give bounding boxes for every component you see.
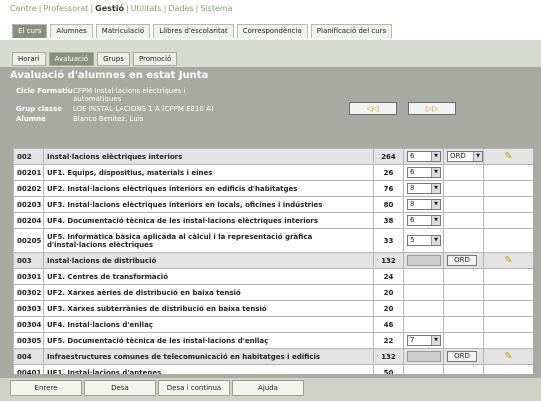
edit-cell <box>484 149 534 165</box>
cicle-label: Cicle Formatiu <box>16 87 73 95</box>
module-name: UF4. Documentació tècnica de les instal·lacions elèctriques interiors <box>44 213 374 229</box>
module-name: UF4. Instal·lacions d'enllaç <box>44 317 374 333</box>
grade-cell <box>404 229 444 253</box>
edit-cell <box>484 197 534 213</box>
grade-cell <box>404 269 444 285</box>
module-code: 00303 <box>14 301 44 317</box>
module-name: Infraestructures comunes de telecomunicació en habitatges i edificis <box>44 349 374 365</box>
module-code: 00305 <box>14 333 44 349</box>
edit-cell <box>484 365 534 375</box>
nav-link[interactable]: Sistema <box>200 4 233 13</box>
cicle-value: CFPM Instal·lacions elèctriques i automàtiques <box>73 87 186 103</box>
pencil-icon[interactable]: ✎ <box>504 151 513 162</box>
grade-value: 6 <box>410 216 415 224</box>
module-hours: 24 <box>374 269 404 285</box>
chevron-down-icon: ▼ <box>431 216 440 225</box>
grade-select[interactable] <box>407 167 441 178</box>
grade-select[interactable] <box>407 183 441 194</box>
subtab-1[interactable]: Avaluació <box>49 52 95 66</box>
module-hours: 132 <box>374 349 404 365</box>
edit-cell <box>484 349 534 365</box>
footer-button-3[interactable]: Ajuda <box>232 380 304 396</box>
ord-cell <box>444 269 484 285</box>
ord-cell <box>444 349 484 365</box>
grade-cell <box>404 333 444 349</box>
subtab-3[interactable]: Promoció <box>133 52 177 66</box>
module-code: 00203 <box>14 197 44 213</box>
grades-table <box>13 148 533 374</box>
ord-button[interactable]: ORD <box>447 255 477 266</box>
ord-cell <box>444 165 484 181</box>
grade-select[interactable] <box>407 215 441 226</box>
nav-link[interactable]: Utilitats <box>130 4 162 13</box>
evaluation-panel <box>0 67 541 401</box>
module-hours: 20 <box>374 285 404 301</box>
chevron-down-icon: ▼ <box>431 184 440 193</box>
grade-cell <box>404 165 444 181</box>
alumne-row <box>16 115 293 123</box>
grade-value: 8 <box>410 184 415 192</box>
module-code: 00302 <box>14 285 44 301</box>
double-chevron-right-icon: ▷▷ <box>425 104 439 113</box>
chevron-down-icon: ▼ <box>431 152 440 161</box>
edit-cell <box>484 317 534 333</box>
ord-cell <box>444 365 484 375</box>
table-row <box>14 285 534 301</box>
table-row <box>14 165 534 181</box>
footer-button-2[interactable]: Desa i continua <box>158 380 230 396</box>
module-code: 00202 <box>14 181 44 197</box>
ord-button[interactable]: ORD <box>447 351 477 362</box>
nav-link[interactable]: Professorat <box>43 4 89 13</box>
subtab-0[interactable]: Horari <box>12 52 46 66</box>
module-code: 00204 <box>14 213 44 229</box>
table-row <box>14 213 534 229</box>
grade-cell <box>404 349 444 365</box>
grade-value: 6 <box>410 152 415 160</box>
chevron-down-icon: ▼ <box>473 152 482 161</box>
nav-link[interactable]: Dades <box>168 4 194 13</box>
module-hours: 38 <box>374 213 404 229</box>
ord-cell <box>444 333 484 349</box>
module-name: UF3. Instal·lacions elèctriques interiors en locals, oficines i indústries <box>44 197 374 213</box>
module-hours: 22 <box>374 333 404 349</box>
module-code: 00205 <box>14 229 44 253</box>
tab-2[interactable]: Matriculació <box>96 24 151 38</box>
module-name: UF2. Xarxes aèries de distribució en baixa tensió <box>44 285 374 301</box>
ord-cell <box>444 301 484 317</box>
module-hours: 26 <box>374 165 404 181</box>
grup-row <box>16 105 293 113</box>
grade-value: 5 <box>410 236 415 244</box>
nav-separator: | <box>163 4 167 13</box>
module-hours: 33 <box>374 229 404 253</box>
double-chevron-left-icon: ◁◁ <box>366 104 380 113</box>
nav-separator: | <box>38 4 42 13</box>
page-title: Avaluació d'alumnes en estat Junta <box>10 70 209 81</box>
grade-select[interactable] <box>407 235 441 246</box>
grade-cell <box>404 149 444 165</box>
table-row <box>14 269 534 285</box>
previous-student-button[interactable] <box>349 102 397 115</box>
grade-cell <box>404 365 444 375</box>
grade-select[interactable] <box>407 335 441 346</box>
table-row <box>14 301 534 317</box>
nav-separator: | <box>125 4 129 13</box>
ord-cell <box>444 213 484 229</box>
ord-cell <box>444 181 484 197</box>
edit-cell <box>484 181 534 197</box>
module-hours: 76 <box>374 181 404 197</box>
module-code: 002 <box>14 149 44 165</box>
sub-tabs <box>0 40 541 67</box>
grup-value: LOE INSTAL·LACIONS 1 A (CFPM EE10 A) <box>73 105 214 113</box>
alumne-value: Blanco Benitez, Luis <box>73 115 144 123</box>
table-row <box>14 253 534 269</box>
module-name: Instal·lacions elèctriques interiors <box>44 149 374 165</box>
module-name: UF1. Centres de transformació <box>44 269 374 285</box>
module-name: UF2. Instal·lacions elèctriques interiors en edificis d'habitatges <box>44 181 374 197</box>
module-name: UF5. Documentació tècnica de les instal·lacions d'enllaç <box>44 333 374 349</box>
module-hours: 264 <box>374 149 404 165</box>
module-name: Instal·lacions de distribució <box>44 253 374 269</box>
tab-1[interactable]: Alumnes <box>50 24 92 38</box>
alumne-label: Alumne <box>16 115 46 123</box>
convocatoria-value: ORD <box>450 152 466 160</box>
chevron-down-icon: ▼ <box>431 168 440 177</box>
grade-value: 8 <box>410 200 415 208</box>
footer-actions <box>0 378 541 401</box>
module-name: UF1. Equips, dispositius, materials i eines <box>44 165 374 181</box>
grade-cell <box>404 197 444 213</box>
module-hours: 50 <box>374 365 404 375</box>
grade-disabled <box>407 255 441 266</box>
module-name: UF1. Instal·lacions d'antenes <box>44 365 374 375</box>
chevron-down-icon: ▼ <box>431 200 440 209</box>
module-hours: 132 <box>374 253 404 269</box>
module-code: 003 <box>14 253 44 269</box>
pencil-icon[interactable]: ✎ <box>504 351 513 362</box>
module-code: 00201 <box>14 165 44 181</box>
grup-label: Grup classe <box>16 105 62 113</box>
grade-cell <box>404 213 444 229</box>
grade-value: 7 <box>410 336 415 344</box>
ord-cell <box>444 149 484 165</box>
grade-select[interactable] <box>407 199 441 210</box>
subtab-2[interactable]: Grups <box>97 52 130 66</box>
tab-0[interactable]: El curs <box>12 24 47 38</box>
student-info <box>16 87 293 125</box>
module-code: 00304 <box>14 317 44 333</box>
edit-cell <box>484 269 534 285</box>
nav-link[interactable]: Gestió <box>95 4 124 13</box>
grade-value: 6 <box>410 168 415 176</box>
module-code: 00301 <box>14 269 44 285</box>
table-row <box>14 317 534 333</box>
table-row <box>14 181 534 197</box>
edit-cell <box>484 301 534 317</box>
cicle-row <box>16 87 293 103</box>
pencil-icon[interactable]: ✎ <box>504 255 513 266</box>
table-row <box>14 333 534 349</box>
nav-separator: | <box>195 4 199 13</box>
ord-cell <box>444 285 484 301</box>
table-row <box>14 229 534 253</box>
module-hours: 20 <box>374 301 404 317</box>
grade-select[interactable] <box>407 151 441 162</box>
tab-3[interactable]: Llibres d'escolaritat <box>153 24 233 38</box>
edit-cell <box>484 165 534 181</box>
grade-cell <box>404 301 444 317</box>
next-student-button[interactable] <box>408 102 456 115</box>
ord-cell <box>444 229 484 253</box>
grade-cell <box>404 317 444 333</box>
edit-cell <box>484 253 534 269</box>
ord-cell <box>444 253 484 269</box>
edit-cell <box>484 333 534 349</box>
table-row <box>14 349 534 365</box>
module-code: 00401 <box>14 365 44 375</box>
edit-cell <box>484 213 534 229</box>
grade-cell <box>404 253 444 269</box>
chevron-down-icon: ▼ <box>431 236 440 245</box>
tab-4[interactable]: Correspondència <box>237 24 308 38</box>
module-name: UF5. Informàtica bàsica aplicada al càlcul i la representació gràfica d'instal·lacions elèctriques <box>44 229 374 253</box>
tab-5[interactable]: Planificació del curs <box>311 24 392 38</box>
edit-cell <box>484 285 534 301</box>
nav-link[interactable]: Centre <box>10 4 37 13</box>
table-row <box>14 197 534 213</box>
grade-cell <box>404 181 444 197</box>
convocatoria-select[interactable] <box>447 151 483 162</box>
chevron-down-icon: ▼ <box>431 336 440 345</box>
nav-separator: | <box>90 4 94 13</box>
footer-button-0[interactable]: Enrere <box>10 380 82 396</box>
ord-cell <box>444 317 484 333</box>
edit-cell <box>484 229 534 253</box>
ord-cell <box>444 197 484 213</box>
top-navigation <box>0 0 541 18</box>
table-row <box>14 149 534 165</box>
table-row <box>14 365 534 375</box>
footer-button-1[interactable]: Desa <box>84 380 156 396</box>
module-name: UF3. Xarxes subterrànies de distribució en baixa tensió <box>44 301 374 317</box>
module-hours: 80 <box>374 197 404 213</box>
grade-disabled <box>407 351 441 362</box>
module-code: 004 <box>14 349 44 365</box>
module-hours: 46 <box>374 317 404 333</box>
grade-cell <box>404 285 444 301</box>
